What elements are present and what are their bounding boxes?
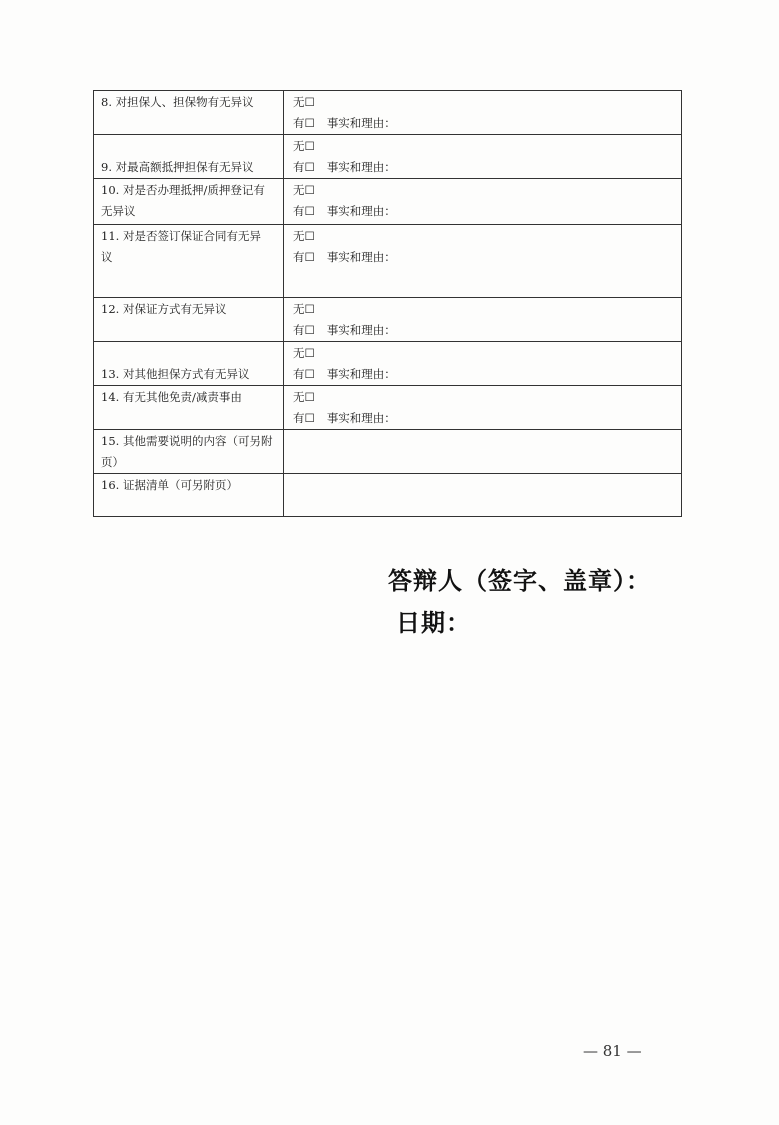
answer-line (293, 320, 681, 341)
table-row (94, 135, 682, 179)
answer-line (293, 475, 681, 496)
answer-line (293, 226, 681, 247)
table-row (94, 386, 682, 430)
answer-line (293, 157, 681, 178)
option-none-checkbox[interactable]: 无☐ (293, 95, 315, 109)
question-text: 9. 对最高额抵押担保有无异议 (101, 160, 254, 174)
answer-line (293, 136, 681, 157)
question-text: 12. 对保证方式有无异议 (101, 302, 227, 316)
question-text: 无异议 (101, 204, 136, 218)
facts-reasons-label: 事实和理由： (326, 204, 396, 218)
facts-reasons-label: 事实和理由： (326, 250, 396, 264)
question-text: 15. 其他需要说明的内容（可另附 (101, 434, 273, 448)
defense-form-table (93, 90, 682, 517)
question-text: 议 (101, 250, 113, 264)
option-yes-checkbox[interactable]: 有☐ (293, 411, 315, 425)
answer-cell[interactable] (284, 91, 682, 135)
question-cell (94, 135, 284, 179)
answer-line (293, 268, 681, 289)
question-text (101, 343, 279, 364)
table-row (94, 91, 682, 135)
option-none-checkbox[interactable]: 无☐ (293, 302, 315, 316)
answer-line (293, 201, 681, 222)
question-cell (94, 179, 284, 225)
question-text: 14. 有无其他免责/减责事由 (101, 390, 242, 404)
answer-cell[interactable] (284, 179, 682, 225)
option-yes-checkbox[interactable]: 有☐ (293, 204, 315, 218)
question-cell (94, 342, 284, 386)
question-cell (94, 225, 284, 298)
answer-line (293, 364, 681, 385)
question-text: 11. 对是否签订保证合同有无异 (101, 229, 261, 243)
option-none-checkbox[interactable]: 无☐ (293, 390, 315, 404)
table-row (94, 179, 682, 225)
table-row (94, 430, 682, 474)
question-text: 13. 对其他担保方式有无异议 (101, 367, 250, 381)
facts-reasons-label: 事实和理由： (326, 367, 396, 381)
option-yes-checkbox[interactable]: 有☐ (293, 323, 315, 337)
table-row (94, 225, 682, 298)
facts-reasons-label: 事实和理由： (326, 116, 396, 130)
question-text: 10. 对是否办理抵押/质押登记有 (101, 183, 265, 197)
answer-cell[interactable] (284, 474, 682, 517)
question-cell (94, 430, 284, 474)
answer-line (293, 299, 681, 320)
question-cell (94, 91, 284, 135)
answer-line (293, 180, 681, 201)
answer-cell[interactable] (284, 342, 682, 386)
question-cell (94, 474, 284, 517)
option-none-checkbox[interactable]: 无☐ (293, 183, 315, 197)
page-number: — 81 — (583, 1042, 642, 1060)
answer-line (293, 247, 681, 268)
option-yes-checkbox[interactable]: 有☐ (293, 250, 315, 264)
option-yes-checkbox[interactable]: 有☐ (293, 116, 315, 130)
table-row (94, 342, 682, 386)
answer-line (293, 113, 681, 134)
date-label: 日期： (396, 608, 471, 637)
question-text: 页） (101, 455, 124, 469)
answer-cell[interactable] (284, 430, 682, 474)
question-cell (94, 386, 284, 430)
answer-cell[interactable] (284, 135, 682, 179)
answer-cell[interactable] (284, 298, 682, 342)
answer-line (293, 408, 681, 429)
answer-cell[interactable] (284, 386, 682, 430)
answer-line (293, 92, 681, 113)
question-text: 16. 证据清单（可另附页） (101, 478, 238, 492)
question-text (101, 136, 279, 157)
answer-cell[interactable] (284, 225, 682, 298)
option-yes-checkbox[interactable]: 有☐ (293, 160, 315, 174)
table-row (94, 298, 682, 342)
table-row (94, 474, 682, 517)
facts-reasons-label: 事实和理由： (326, 160, 396, 174)
facts-reasons-label: 事实和理由： (326, 411, 396, 425)
question-cell (94, 298, 284, 342)
option-none-checkbox[interactable]: 无☐ (293, 346, 315, 360)
respondent-signature-label: 答辩人（签字、盖章）： (388, 566, 651, 595)
answer-line (293, 387, 681, 408)
option-yes-checkbox[interactable]: 有☐ (293, 367, 315, 381)
option-none-checkbox[interactable]: 无☐ (293, 139, 315, 153)
option-none-checkbox[interactable]: 无☐ (293, 229, 315, 243)
question-text: 8. 对担保人、担保物有无异议 (101, 95, 254, 109)
answer-line (293, 343, 681, 364)
facts-reasons-label: 事实和理由： (326, 323, 396, 337)
